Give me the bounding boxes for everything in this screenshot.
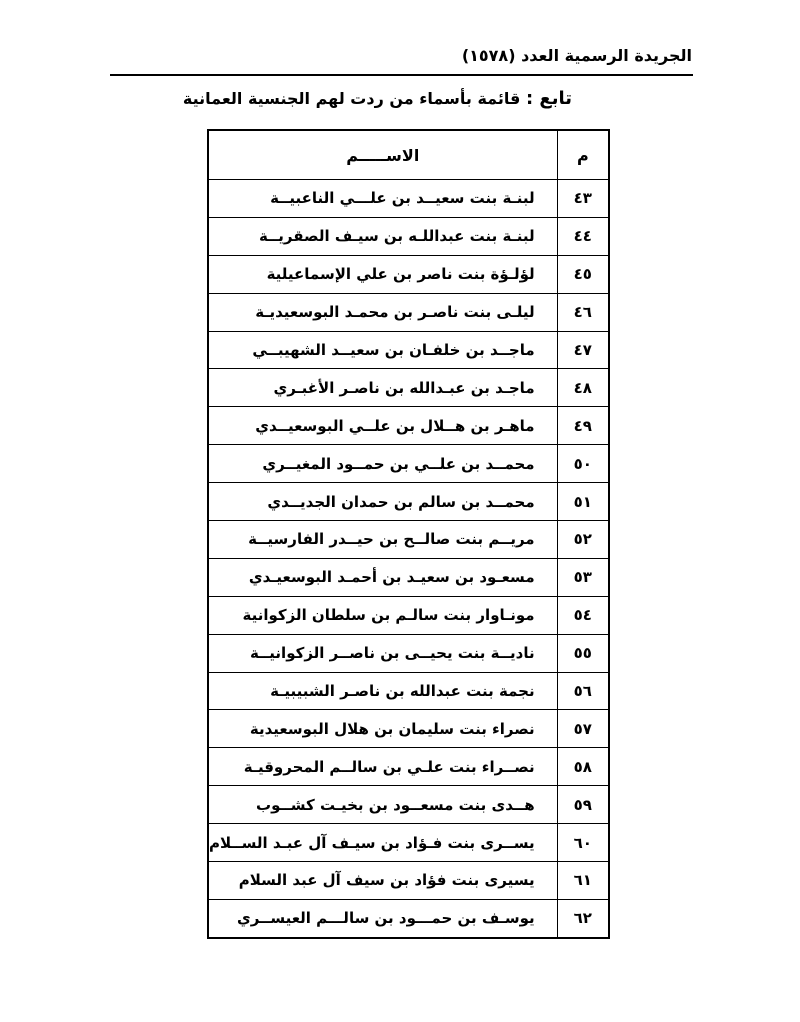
row-number: ٥٢ — [557, 521, 609, 559]
row-number: ٥٨ — [557, 748, 609, 786]
column-header-number: م — [557, 130, 609, 180]
row-number: ٦٠ — [557, 824, 609, 862]
table-row — [208, 824, 609, 862]
row-name: هــدى بنت مسعــود بن بخيـت كشــوب — [208, 786, 557, 824]
row-number: ٥٣ — [557, 558, 609, 596]
table-row — [208, 748, 609, 786]
row-name: نجمة بنت عبدالله بن ناصـر الشبيبيـة — [208, 672, 557, 710]
row-number: ٤٩ — [557, 407, 609, 445]
table-row — [208, 899, 609, 937]
row-number: ٥٥ — [557, 634, 609, 672]
table-row — [208, 217, 609, 255]
row-number: ٥٧ — [557, 710, 609, 748]
table-row — [208, 558, 609, 596]
row-name: يوسـف بن حمـــود بن سالـــم العيســري — [208, 899, 557, 937]
subtitle-lead: تابع : — [525, 88, 572, 109]
row-number: ٥٦ — [557, 672, 609, 710]
column-header-name: الاســـــم — [208, 130, 557, 180]
row-name: لبنـة بنت سعيــد بن علـــي الناعبيــة — [208, 180, 557, 218]
table-row — [208, 180, 609, 218]
row-name: ماهـر بن هــلال بن علــي البوسعيــدي — [208, 407, 557, 445]
table-row — [208, 672, 609, 710]
row-number: ٥٩ — [557, 786, 609, 824]
row-number: ٥١ — [557, 483, 609, 521]
list-subtitle — [183, 88, 572, 109]
row-name: مونـاوار بنت سالـم بن سلطان الزكوانية — [208, 596, 557, 634]
row-name: ليلـى بنت ناصـر بن محمـد البوسعيديـة — [208, 293, 557, 331]
row-name: محمــد بن علــي بن حمــود المغيــري — [208, 445, 557, 483]
row-number: ٦١ — [557, 862, 609, 900]
table-row — [208, 483, 609, 521]
table-row — [208, 255, 609, 293]
row-name: لؤلـؤة بنت ناصر بن علي الإسماعيلية — [208, 255, 557, 293]
table-row — [208, 369, 609, 407]
row-name: ناديــة بنت يحيــى بن ناصــر الزكوانيــة — [208, 634, 557, 672]
table-body — [208, 180, 609, 938]
row-number: ٤٤ — [557, 217, 609, 255]
row-name: يسيرى بنت فؤاد بن سيف آل عبد السلام — [208, 862, 557, 900]
row-name: ماجــد بن خلفـان بن سعيــد الشهيبــي — [208, 331, 557, 369]
row-name: نصراء بنت سليمان بن هلال البوسعيدية — [208, 710, 557, 748]
table-row — [208, 786, 609, 824]
table-row — [208, 710, 609, 748]
table-row — [208, 407, 609, 445]
page-header-title: الجريدة الرسمية العدد (١٥٧٨) — [461, 46, 692, 65]
table-row — [208, 634, 609, 672]
row-name: مريــم بنت صالــح بن حيــدر الفارسيــة — [208, 521, 557, 559]
row-name: يســرى بنت فـؤاد بن سيـف آل عبـد الســلام — [208, 824, 557, 862]
row-name: مسعـود بن سعيـد بن أحمـد البوسعيـدي — [208, 558, 557, 596]
row-number: ٤٥ — [557, 255, 609, 293]
row-number: ٤٧ — [557, 331, 609, 369]
table-row — [208, 862, 609, 900]
table-row — [208, 293, 609, 331]
header-divider — [110, 74, 693, 76]
row-name: محمــد بن سالم بن حمدان الجديــدي — [208, 483, 557, 521]
row-number: ٦٢ — [557, 899, 609, 937]
row-name: ماجـد بن عبـدالله بن ناصـر الأغبـري — [208, 369, 557, 407]
table-row — [208, 521, 609, 559]
row-name: نصــراء بنت علـي بن سالــم المحروقيـة — [208, 748, 557, 786]
row-number: ٤٦ — [557, 293, 609, 331]
table-header-row — [208, 130, 609, 180]
table-row — [208, 596, 609, 634]
table-row — [208, 331, 609, 369]
row-number: ٤٣ — [557, 180, 609, 218]
names-table — [207, 129, 610, 939]
row-name: لبنـة بنت عبداللـه بن سيـف الصقريــة — [208, 217, 557, 255]
row-number: ٤٨ — [557, 369, 609, 407]
row-number: ٥٠ — [557, 445, 609, 483]
subtitle-text: قائمة بأسماء من ردت لهم الجنسية العمانية — [182, 89, 526, 108]
row-number: ٥٤ — [557, 596, 609, 634]
table-row — [208, 445, 609, 483]
